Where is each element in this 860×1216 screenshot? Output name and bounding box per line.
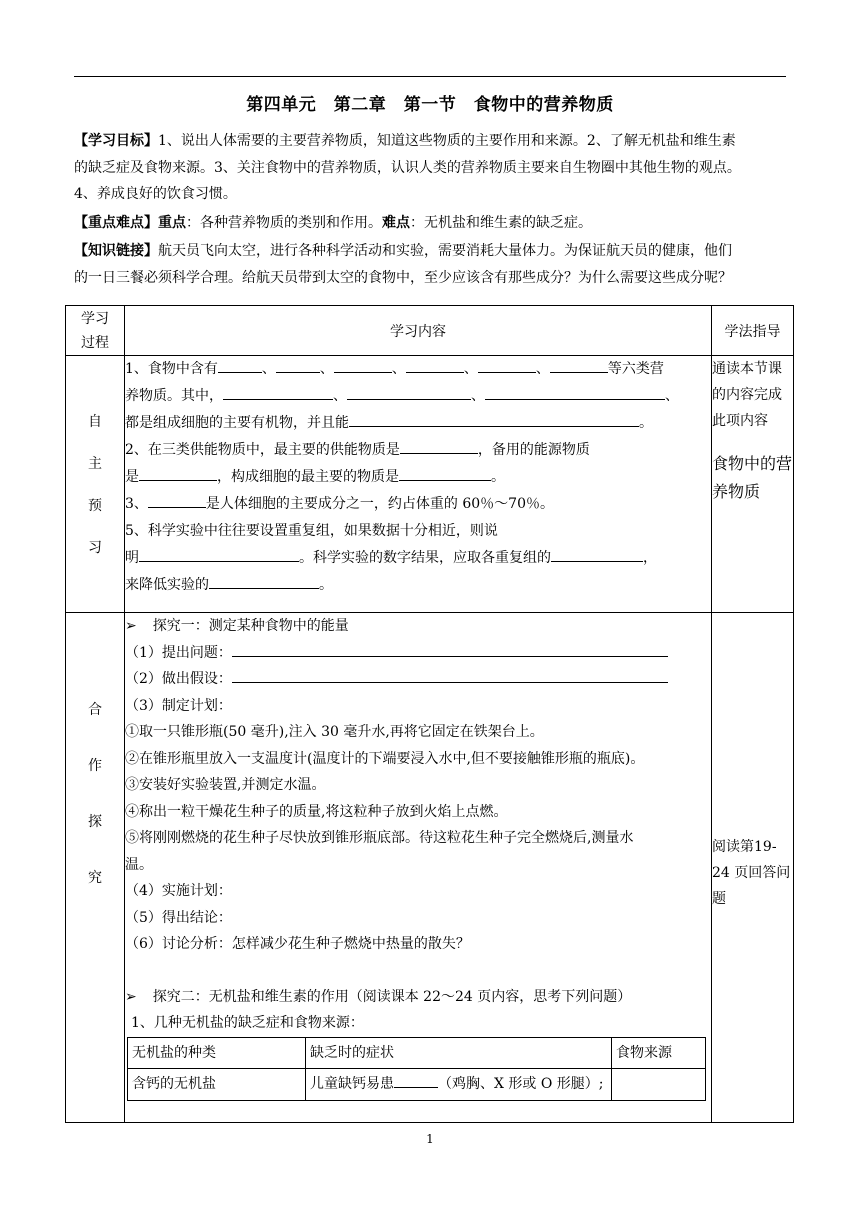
text: 养物质。其中，	[125, 388, 223, 404]
blank[interactable]	[209, 574, 319, 589]
text: 都是组成细胞的主要有机物，并且能	[125, 415, 349, 431]
objectives-paragraph	[74, 128, 788, 208]
blank[interactable]	[478, 358, 536, 373]
blank[interactable]	[139, 547, 299, 562]
guide-topic: 食物中的营养物质	[712, 454, 793, 501]
text: 、	[261, 361, 276, 377]
text: 。	[319, 577, 333, 593]
knowledge-link-paragraph	[74, 238, 788, 291]
label-char: 合	[88, 702, 102, 718]
blank[interactable]	[139, 466, 217, 481]
text: 、	[319, 361, 334, 377]
minerals-table	[127, 1037, 706, 1101]
guide-text: 阅读第19-24 页回答问题	[712, 838, 791, 907]
header-process: 学习过程	[66, 306, 125, 356]
key-points-paragraph	[74, 210, 788, 237]
text: （鸡胸、X 形或 O 形腿）;	[438, 1076, 604, 1092]
bullet-icon: ➢	[125, 618, 137, 634]
cooperative-inquiry-label	[66, 613, 125, 1123]
inquiry-2-title	[125, 984, 711, 1011]
page-title: 第四单元 第二章 第一节 食物中的营养物质	[246, 95, 614, 115]
key-focus-label: 重点	[158, 215, 186, 231]
blank[interactable]	[551, 547, 643, 562]
objectives-line-2: 的缺乏症及食物来源。3、关注食物中的营养物质，认识人类的营养物质主要来自生物圈中其他生物的观点。	[74, 159, 741, 176]
study-table	[65, 305, 794, 1123]
blank[interactable]	[400, 439, 478, 454]
key-difficulty-label: 难点	[382, 215, 410, 231]
inquiry-2-question-1: 1、几种无机盐的缺乏症和食物来源：	[131, 1015, 364, 1031]
answer-blank[interactable]	[394, 1073, 438, 1088]
mineral-symptom	[306, 1069, 612, 1101]
blank[interactable]	[399, 466, 491, 481]
label-char: 主	[88, 456, 102, 472]
text: 、	[463, 361, 478, 377]
question-2-line-1	[125, 437, 711, 464]
plan-step: ①取一只锥形瓶(50 毫升),注入 30 毫升水,再将它固定在铁架台上。	[125, 724, 544, 740]
question-2-line-2	[125, 464, 711, 491]
guide-text: 通读本节课的内容完成此项内容	[712, 361, 782, 429]
self-preview-content	[125, 356, 712, 613]
label-char: 探	[88, 814, 102, 830]
knowledge-link-line-1: 航天员飞向太空，进行各种科学活动和实验，需要消耗大量体力。为保证航天员的健康，他们	[158, 243, 732, 259]
blank[interactable]	[334, 358, 392, 373]
text: 、	[471, 388, 485, 404]
text: ，	[643, 550, 657, 566]
blank[interactable]	[223, 385, 333, 400]
mineral-source[interactable]	[612, 1069, 706, 1101]
step-1	[125, 640, 711, 667]
header-rule	[74, 76, 786, 77]
blank[interactable]	[347, 385, 471, 400]
text: 来降低实验的	[125, 577, 209, 593]
text: 是人体细胞的主要成分之一，约占体重的 60％～70％。	[205, 496, 554, 512]
text: 等六类营	[607, 361, 664, 377]
self-preview-guide	[712, 356, 794, 613]
text: 。	[639, 415, 653, 431]
plan-step: ③安装好实验装置,并测定水温。	[125, 777, 326, 793]
header-content: 学习内容	[125, 306, 712, 356]
text: 。科学实验的数字结果，应取各重复组的	[299, 550, 551, 566]
knowledge-link-label: 【知识链接】	[74, 243, 158, 259]
key-difficulty-text: ：无机盐和维生素的缺乏症。	[410, 215, 592, 231]
text: 探究二：无机盐和维生素的作用（阅读课本 22～24 页内容，思考下列问题）	[152, 988, 632, 1005]
blank[interactable]	[550, 358, 608, 373]
question-5-line-1: 5、科学实验中往往要设置重复组，如果数据十分相近，则说	[125, 523, 498, 539]
text: 明	[125, 550, 139, 566]
col-header-symptom: 缺乏时的症状	[306, 1037, 612, 1069]
plan-step: 温。	[125, 856, 153, 873]
label-char: 习	[88, 540, 102, 556]
page-number: 1	[426, 1132, 434, 1146]
blank[interactable]	[349, 412, 639, 427]
minerals-table-header	[128, 1037, 706, 1069]
mineral-kind: 含钙的无机盐	[128, 1069, 306, 1101]
col-header-kind: 无机盐的种类	[128, 1037, 306, 1069]
question-1-line-1	[125, 356, 711, 383]
label-char: 作	[88, 758, 102, 774]
label-char: 自	[88, 414, 102, 430]
text: 、	[391, 361, 406, 377]
text: 、	[665, 388, 679, 404]
text: （1）提出问题：	[125, 644, 232, 661]
cooperative-inquiry-guide	[712, 613, 794, 1123]
question-5-line-3	[125, 572, 711, 599]
objectives-line-1: 1、说出人体需要的主要营养物质，知道这些物质的主要作用和来源。2、了解无机盐和维生素	[158, 133, 736, 149]
cooperative-inquiry-row	[66, 613, 794, 1123]
text: ，构成细胞的最主要的物质是	[217, 469, 399, 485]
cooperative-inquiry-content	[125, 613, 712, 1123]
header-guide: 学法指导	[712, 306, 794, 356]
step-2	[125, 666, 711, 693]
col-header-source: 食物来源	[612, 1037, 706, 1069]
spacer	[125, 958, 711, 984]
step-4: （4）实施计划：	[125, 883, 232, 899]
objectives-label: 【学习目标】	[74, 133, 158, 149]
text: 是	[125, 469, 139, 485]
answer-blank[interactable]	[232, 668, 668, 683]
question-1-line-2	[125, 383, 711, 410]
label-char: 预	[88, 498, 102, 514]
step-3: （3）制定计划：	[125, 697, 232, 714]
plan-step: ⑤将刚刚燃烧的花生种子尽快放到锥形瓶底部。待这粒花生种子完全燃烧后,测量水	[125, 830, 634, 846]
inquiry-1-title	[125, 613, 711, 640]
self-preview-row	[66, 356, 794, 613]
table-row	[128, 1069, 706, 1101]
objectives-line-3: 4、养成良好的饮食习惯。	[74, 186, 237, 202]
blank[interactable]	[276, 358, 320, 373]
self-preview-label	[66, 356, 125, 613]
knowledge-link-line-2: 的一日三餐必须科学合理。给航天员带到太空的食物中，至少应该含有那些成分？为什么需要这些成分呢？	[74, 269, 732, 286]
blank[interactable]	[148, 493, 206, 508]
question-3-line	[125, 491, 711, 518]
answer-blank[interactable]	[232, 642, 668, 657]
text: 2、在三类供能物质中，最主要的供能物质是	[125, 442, 400, 458]
label-char: 究	[88, 870, 102, 886]
text: 、	[535, 361, 550, 377]
bullet-icon: ➢	[125, 988, 137, 1005]
question-5-line-2	[125, 545, 711, 572]
plan-step: ④称出一粒干燥花生种子的质量,将这粒种子放到火焰上点燃。	[125, 803, 508, 820]
text: 3、	[125, 496, 148, 512]
blank[interactable]	[218, 358, 262, 373]
text: （2）做出假设：	[125, 671, 232, 687]
study-table-header	[66, 306, 794, 356]
key-focus-text: ：各种营养物质的类别和作用。	[186, 215, 382, 231]
question-1-line-3	[125, 410, 711, 437]
text: ，备用的能源物质	[477, 442, 590, 458]
plan-step: ②在锥形瓶里放入一支温度计(温度计的下端要浸入水中,但不要接触锥形瓶的瓶底)。	[125, 750, 645, 767]
blank[interactable]	[485, 385, 665, 400]
blank[interactable]	[406, 358, 464, 373]
text: 、	[333, 388, 347, 404]
text: 1、食物中含有	[125, 361, 218, 377]
key-points-label: 【重点难点】	[74, 215, 158, 231]
step-6: （6）讨论分析：怎样减少花生种子燃烧中热量的散失？	[125, 936, 470, 952]
step-5: （5）得出结论：	[125, 909, 232, 926]
text: 探究一：测定某种食物中的能量	[152, 618, 349, 634]
text: 。	[491, 469, 505, 485]
text: 儿童缺钙易患	[310, 1076, 394, 1092]
